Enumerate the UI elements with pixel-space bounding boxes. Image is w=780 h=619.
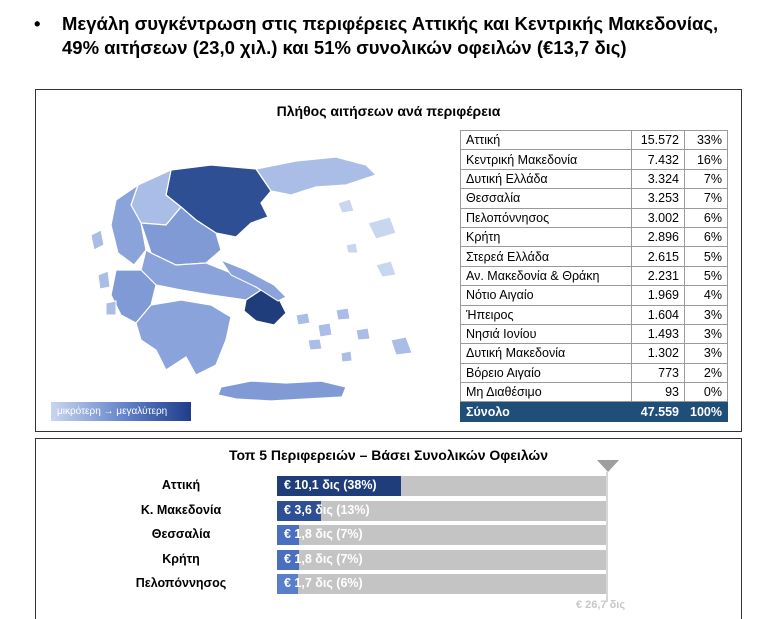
- region-pct-cell: 2%: [685, 363, 728, 382]
- table-row: [461, 324, 728, 343]
- region-name-cell: Θεσσαλία: [461, 189, 632, 208]
- region-pct-cell: 33%: [685, 131, 728, 150]
- table-row: [461, 286, 728, 305]
- region-pct-cell: 6%: [685, 227, 728, 246]
- bar-row: [36, 550, 741, 570]
- region-count-cell: 2.615: [632, 247, 685, 266]
- region-count-cell: 1.969: [632, 286, 685, 305]
- region-count-cell: 15.572: [632, 131, 685, 150]
- bar-category-label: Κ. Μακεδονία: [140, 502, 222, 517]
- region-pct-cell: 7%: [685, 189, 728, 208]
- regions-table-body: [461, 131, 728, 422]
- region-name-cell: Αν. Μακεδονία & Θράκη: [461, 266, 632, 285]
- region-pct-cell: 5%: [685, 266, 728, 285]
- table-row: [461, 150, 728, 169]
- headline-bullet: •: [34, 13, 41, 34]
- map-region-crete: [218, 381, 346, 401]
- region-pct-cell: 5%: [685, 247, 728, 266]
- region-pct-cell: 0%: [685, 383, 728, 402]
- map-region-ionian-islands: [91, 230, 116, 315]
- headline-line-1: Μεγάλη συγκέντρωση στις περιφέρειες Αττικής και Κεντρικής Μακεδονίας,: [62, 13, 719, 34]
- table-row: [461, 344, 728, 363]
- region-count-cell: 3.253: [632, 189, 685, 208]
- region-count-cell: 2.231: [632, 266, 685, 285]
- bar-category-label: Αττική: [161, 478, 201, 492]
- region-name-cell: Πελοπόννησος: [461, 208, 632, 227]
- region-count-cell: 1.604: [632, 305, 685, 324]
- bar-category-label: Πελοπόννησος: [135, 576, 227, 590]
- region-name-cell: Μη Διαθέσιμο: [461, 383, 632, 402]
- table-row: [461, 131, 728, 150]
- region-pct-cell: 3%: [685, 344, 728, 363]
- map-region-east-macedonia-thrace: [256, 157, 376, 195]
- region-name-cell: Ήπειρος: [461, 305, 632, 324]
- region-pct-cell: 4%: [685, 286, 728, 305]
- bar-value-label: € 3,6 δις (13%): [284, 502, 370, 517]
- region-pct-cell: 16%: [685, 150, 728, 169]
- region-count-cell: 93: [632, 383, 685, 402]
- bar-row: [36, 501, 741, 521]
- total-name-cell: Σύνολο: [461, 402, 632, 421]
- bar-value-label: € 1,7 δις (6%): [284, 576, 363, 590]
- bar-category-label: Θεσσαλία: [151, 527, 211, 541]
- bar-row: [36, 574, 741, 594]
- region-name-cell: Δυτική Μακεδονία: [461, 344, 632, 363]
- region-count-cell: 3.002: [632, 208, 685, 227]
- total-marker-triangle: [597, 460, 619, 472]
- bar-chart-title: Τοπ 5 Περιφερειών – Βάσει Συνολικών Οφειλών: [228, 447, 549, 463]
- table-row: [461, 227, 728, 246]
- table-row: [461, 247, 728, 266]
- total-debt-label: € 26,7 δις: [576, 599, 626, 611]
- map-region-north-aegean: [338, 199, 396, 277]
- region-name-cell: Κρήτη: [461, 227, 632, 246]
- region-name-cell: Νησιά Ιονίου: [461, 324, 632, 343]
- region-count-cell: 7.432: [632, 150, 685, 169]
- region-name-cell: Νότιο Αιγαίο: [461, 286, 632, 305]
- region-pct-cell: 3%: [685, 305, 728, 324]
- regions-table: [460, 130, 728, 422]
- total-pct-cell: 100%: [685, 402, 728, 421]
- bar-row: [36, 476, 741, 496]
- region-pct-cell: 7%: [685, 169, 728, 188]
- map-region-south-aegean: [296, 308, 412, 362]
- region-pct-cell: 6%: [685, 208, 728, 227]
- bar-value-label: € 10,1 δις (38%): [284, 478, 377, 492]
- region-count-cell: 3.324: [632, 169, 685, 188]
- table-row: [461, 189, 728, 208]
- headline: [34, 12, 774, 60]
- bar-value-label: € 1,8 δις (7%): [284, 527, 363, 541]
- region-count-cell: 773: [632, 363, 685, 382]
- region-count-cell: 2.896: [632, 227, 685, 246]
- region-name-cell: Βόρειο Αιγαίο: [461, 363, 632, 382]
- total-count-cell: 47.559: [632, 402, 685, 421]
- region-count-cell: 1.493: [632, 324, 685, 343]
- map-title: Πλήθος αιτήσεων ανά περιφέρεια: [276, 103, 501, 119]
- greece-regions-map: [46, 125, 446, 415]
- region-count-cell: 1.302: [632, 344, 685, 363]
- region-name-cell: Στερεά Ελλάδα: [461, 247, 632, 266]
- table-row: [461, 266, 728, 285]
- map-legend: μικρότερη → μεγαλύτερη: [51, 402, 191, 421]
- table-total-row: [461, 402, 728, 421]
- table-row: [461, 208, 728, 227]
- region-name-cell: Αττική: [461, 131, 632, 150]
- bar-row: [36, 525, 741, 545]
- region-name-cell: Κεντρική Μακεδονία: [461, 150, 632, 169]
- table-row: [461, 169, 728, 188]
- table-row: [461, 305, 728, 324]
- table-row: [461, 383, 728, 402]
- table-row: [461, 363, 728, 382]
- bar-value-label: € 1,8 δις (7%): [284, 551, 363, 566]
- region-pct-cell: 3%: [685, 324, 728, 343]
- debt-bar-chart-panel: [35, 438, 742, 619]
- bar-category-label: Κρήτη: [162, 551, 200, 566]
- regions-map-panel: [35, 89, 742, 432]
- region-name-cell: Δυτική Ελλάδα: [461, 169, 632, 188]
- map-region-peloponnese: [136, 300, 231, 375]
- headline-line-2: 49% αιτήσεων (23,0 χιλ.) και 51% συνολικών οφειλών (€13,7 δις): [62, 37, 627, 58]
